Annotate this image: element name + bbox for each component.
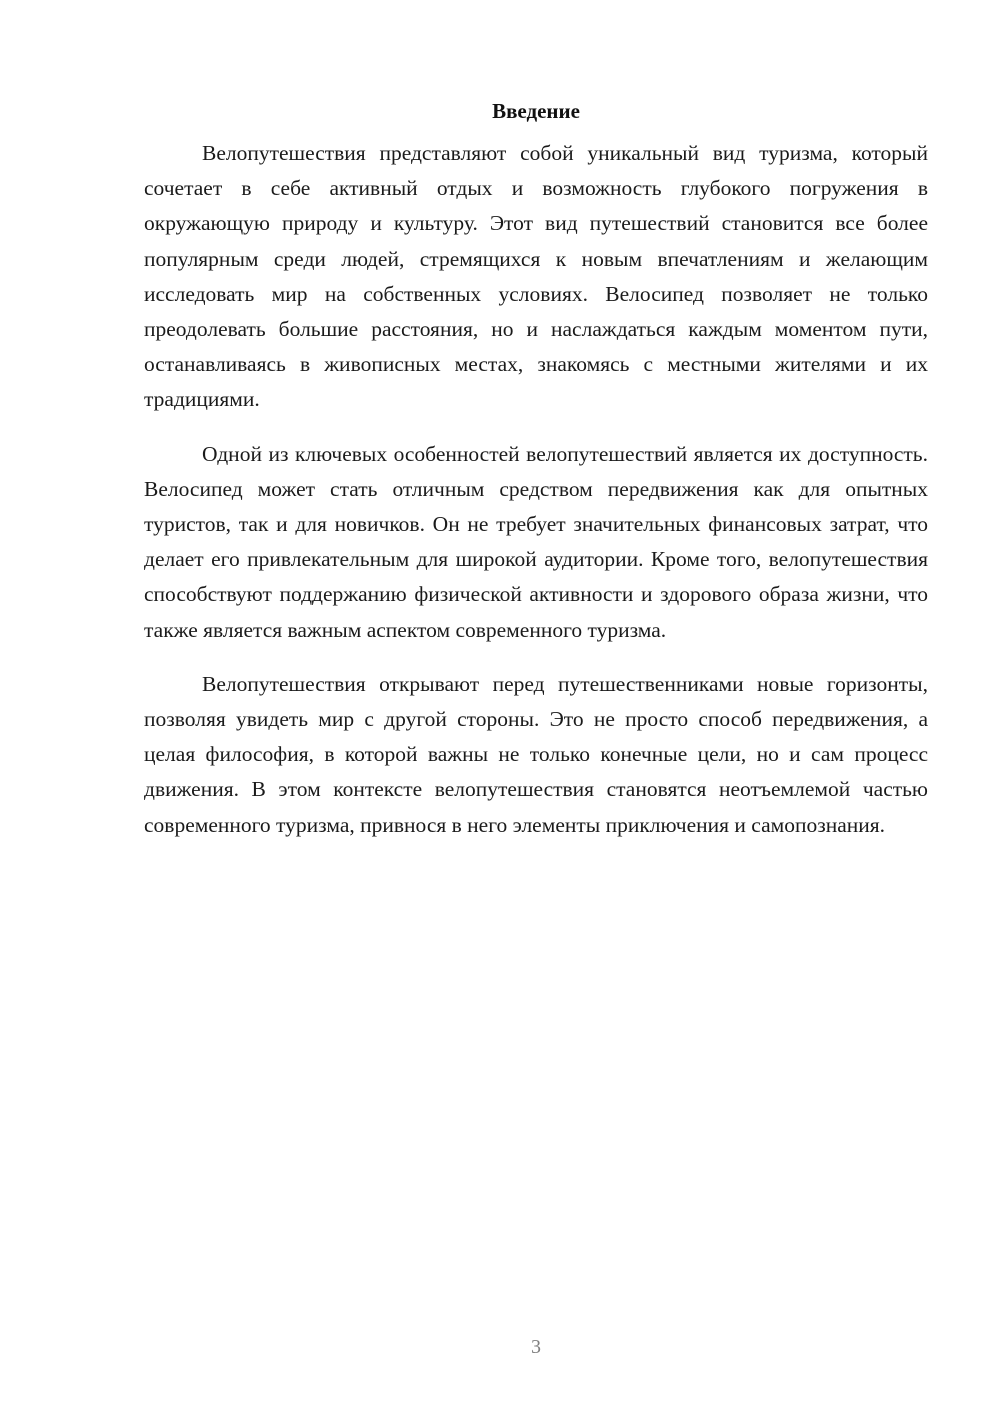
paragraph: Одной из ключевых особенностей велопутешествий является их доступность. Велосипед может стать отличным средством передвижения как для опытных туристов, так и для новичков. Он не требует значительных финансовых затрат, что делает его привлекательным для широкой аудитории. Кроме того, велопутешествия способствуют поддержанию физической активности и здорового образа жизни, что также является важным аспектом современного туризма. [144,441,928,642]
page-content [144,95,928,862]
paragraph: Велопутешествия представляют собой уникальный вид туризма, который сочетает в себе активный отдых и возможность глубокого погружения в окружающую природу и культуру. Этот вид путешествий становится все более популярным среди людей, стремящихся к новым впечатлениям и желающим исследовать мир на собственных условиях. Велосипед позволяет не только преодолевать большие расстояния, но и наслаждаться каждым моментом пути, останавливаясь в живописных местах, знакомясь с местными жителями и их традициями. [144,141,928,412]
section-heading: Введение [492,99,580,123]
paragraph: Велопутешествия открывают перед путешественниками новые горизонты, позволяя увидеть мир с другой стороны. Это не просто способ передвижения, а целая философия, в которой важны не только конечные цели, но и сам процесс движения. В этом контексте велопутешествия становятся неотъемлемой частью современного туризма, привнося в него элементы приключения и самопознания. [144,671,928,837]
page-number: 3 [531,1336,541,1358]
